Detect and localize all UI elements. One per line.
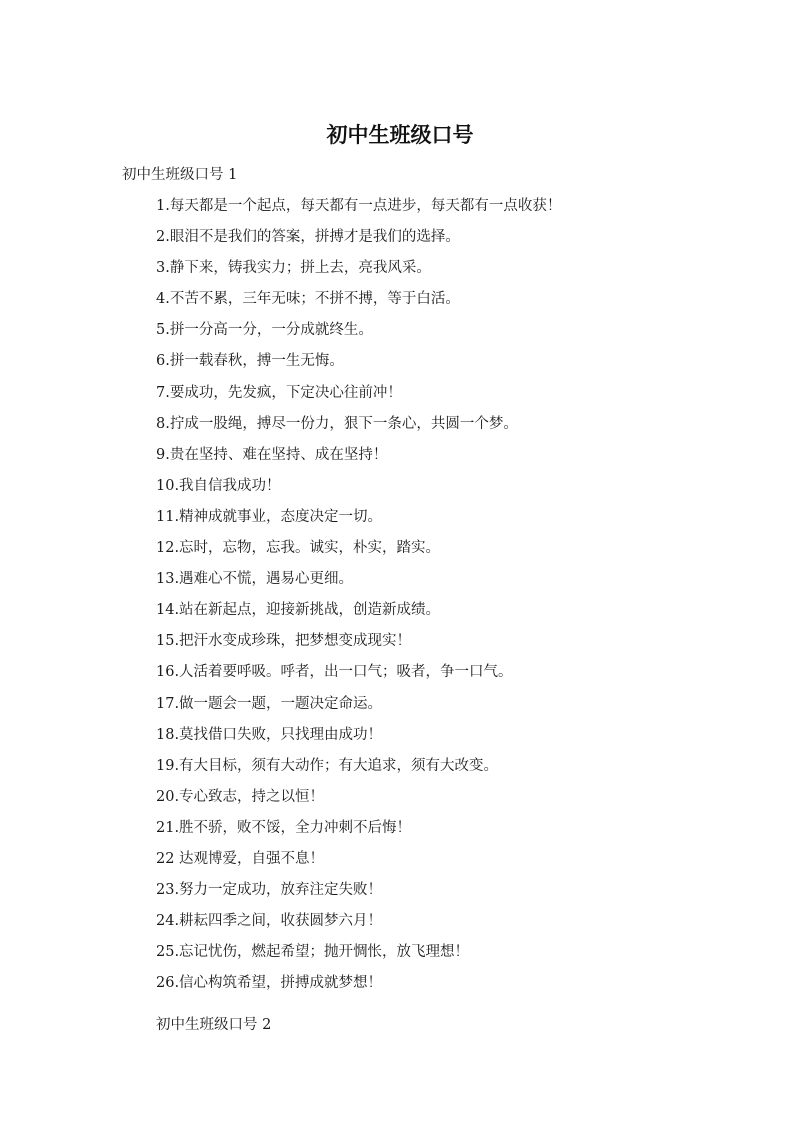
list-item: 22 达观博爱，自强不息！ (156, 850, 325, 867)
list-item: 3.静下来，铸我实力；拼上去，亮我风采。 (156, 260, 431, 277)
list-item: 17.做一题会一题，一题决定命运。 (156, 695, 383, 712)
list-item: 6.拼一载春秋，搏一生无悔。 (156, 353, 344, 370)
list-item: 5.拼一分高一分，一分成就终生。 (156, 322, 373, 339)
list-item: 21.胜不骄，败不馁，全力冲刺不后悔！ (156, 819, 412, 836)
list-item: 18.莫找借口失败，只找理由成功！ (156, 726, 383, 743)
list-item: 25.忘记忧伤，燃起希望；抛开惆怅，放飞理想！ (156, 944, 470, 961)
list-item: 24.耕耘四季之间，收获圆梦六月！ (156, 913, 383, 930)
list-item: 11.精神成就事业，态度决定一切。 (156, 508, 383, 525)
document-title: 初中生班级口号 (326, 123, 474, 147)
list-item: 23.努力一定成功，放弃注定失败！ (156, 882, 383, 899)
list-item: 15.把汗水变成珍珠，把梦想变成现实！ (156, 633, 412, 650)
list-item: 4.不苦不累，三年无味；不拼不搏，等于白活。 (156, 291, 460, 308)
list-item: 8.拧成一股绳，搏尽一份力，狠下一条心，共圆一个梦。 (156, 415, 518, 432)
section-heading-2: 初中生班级口号 2 (156, 1017, 272, 1033)
list-item: 16.人活着要呼吸。呼者，出一口气；吸者，争一口气。 (156, 664, 513, 681)
list-item: 20.专心致志，持之以恒！ (156, 788, 325, 805)
list-item: 12.忘时，忘物，忘我。诚实，朴实，踏实。 (156, 540, 441, 557)
list-item: 1.每天都是一个起点，每天都有一点进步，每天都有一点收获！ (156, 198, 562, 214)
list-item: 26.信心构筑希望，拼搏成就梦想！ (156, 975, 383, 992)
list-item: 10.我自信我成功！ (156, 477, 281, 494)
list-item: 2.眼泪不是我们的答案，拼搏才是我们的选择。 (156, 229, 460, 246)
section-heading-1: 初中生班级口号 1 (122, 167, 238, 183)
list-item: 9.贵在坚持、难在坚持、成在坚持！ (156, 446, 388, 463)
list-item: 7.要成功，先发疯，下定决心往前冲！ (156, 384, 402, 401)
list-item: 19.有大目标，须有大动作；有大追求，须有大改变。 (156, 757, 499, 774)
list-item: 14.站在新起点，迎接新挑战，创造新成绩。 (156, 602, 441, 619)
slogan-list (156, 195, 756, 1003)
list-item: 13.遇难心不慌，遇易心更细。 (156, 571, 354, 588)
